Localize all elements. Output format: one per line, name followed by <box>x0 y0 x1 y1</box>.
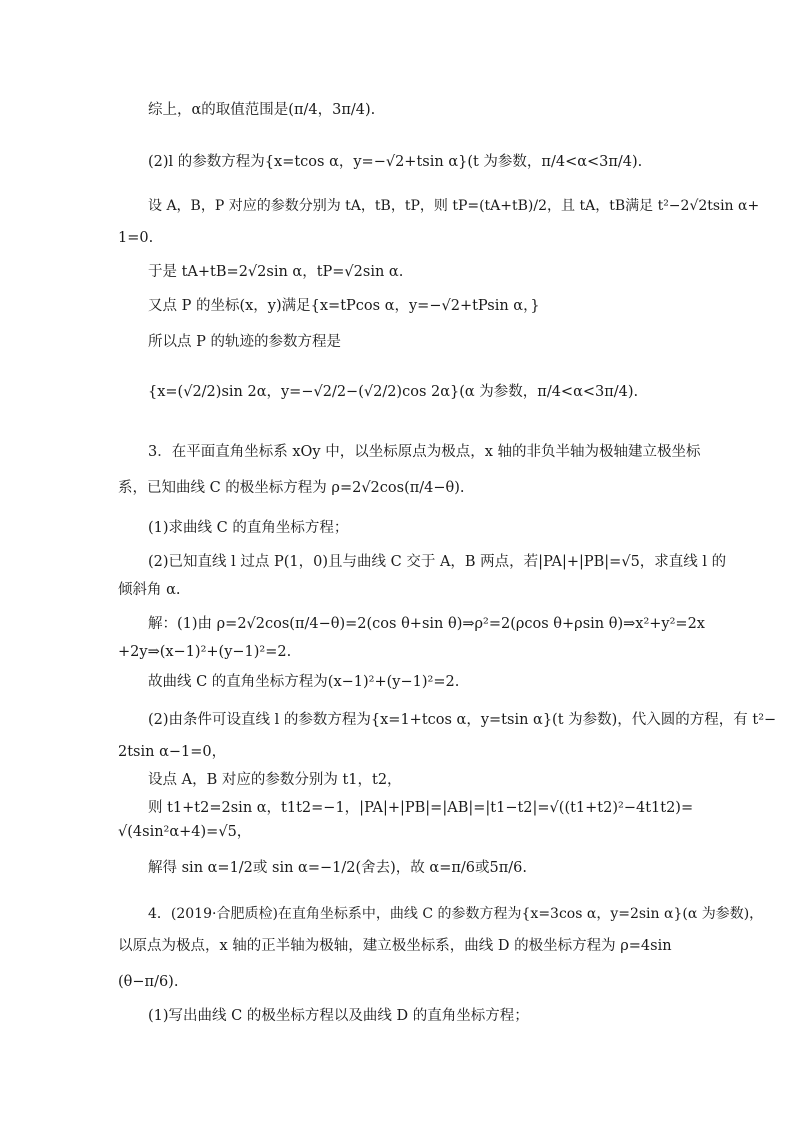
text-line: 系，已知曲线 C 的极坐标方程为 ρ=2√2cos(π/4−θ). <box>118 480 465 496</box>
text-line: 综上，α的取值范围是(π/4，3π/4). <box>148 102 376 118</box>
text-line: 设 A，B，P 对应的参数分别为 tA，tB，tP，则 tP=(tA+tB)/2，且 tA，tB满足 t²−2√2tsin α+ <box>148 198 760 214</box>
text-line: 解得 sin α=1/2或 sin α=−1/2(舍去)，故 α=π/6或5π/6. <box>148 860 527 876</box>
text-line: 解：(1)由 ρ=2√2cos(π/4−θ)=2(cos θ+sin θ)⇒ρ²=2(ρcos θ+ρsin θ)⇒x²+y²=2x <box>148 616 705 632</box>
text-line: 4．(2019·合肥质检)在直角坐标系中，曲线 C 的参数方程为{x=3cos α，y=2sin α}(α 为参数)， <box>148 906 764 922</box>
text-line: (1)写出曲线 C 的极坐标方程以及曲线 D 的直角坐标方程； <box>148 1008 529 1024</box>
text-line: 3．在平面直角坐标系 xOy 中，以坐标原点为极点，x 轴的非负半轴为极轴建立极坐标 <box>148 444 701 460</box>
text-line: 2tsin α−1=0， <box>118 744 227 760</box>
text-line: 倾斜角 α. <box>118 582 181 598</box>
text-line: 则 t1+t2=2sin α，t1t2=−1，|PA|+|PB|=|AB|=|t1−t2|=√((t1+t2)²−4t1t2)= <box>148 800 694 816</box>
text-line: 故曲线 C 的直角坐标方程为(x−1)²+(y−1)²=2. <box>148 674 460 690</box>
text-line: {x=(√2/2)sin 2α，y=−√2/2−(√2/2)cos 2α}(α 为参数，π/4<α<3π/4). <box>148 384 639 400</box>
text-line: 设点 A，B 对应的参数分别为 t1，t2， <box>148 772 402 788</box>
text-line: √(4sin²α+4)=√5， <box>118 824 252 840</box>
text-line: 所以点 P 的轨迹的参数方程是 <box>148 334 341 350</box>
text-line: 又点 P 的坐标(x，y)满足{x=tPcos α，y=−√2+tPsin α，} <box>148 298 540 314</box>
text-line: (2)已知直线 l 过点 P(1，0)且与曲线 C 交于 A，B 两点，若|PA|+|PB|=√5，求直线 l 的 <box>148 554 727 570</box>
text-line: 于是 tA+tB=2√2sin α，tP=√2sin α. <box>148 264 404 280</box>
text-line: (2)由条件可设直线 l 的参数方程为{x=1+tcos α，y=tsin α}(t 为参数)，代入圆的方程，有 t²− <box>148 712 777 728</box>
text-line: (2)l 的参数方程为{x=tcos α，y=−√2+tsin α}(t 为参数，π/4<α<3π/4). <box>148 154 643 170</box>
text-line: 1=0. <box>118 230 154 246</box>
text-line: +2y⇒(x−1)²+(y−1)²=2. <box>118 644 292 660</box>
text-line: 以原点为极点，x 轴的正半轴为极轴，建立极坐标系，曲线 D 的极坐标方程为 ρ=4sin <box>118 938 672 954</box>
text-line: (θ−π/6). <box>118 974 179 990</box>
text-line: (1)求曲线 C 的直角坐标方程； <box>148 520 349 536</box>
